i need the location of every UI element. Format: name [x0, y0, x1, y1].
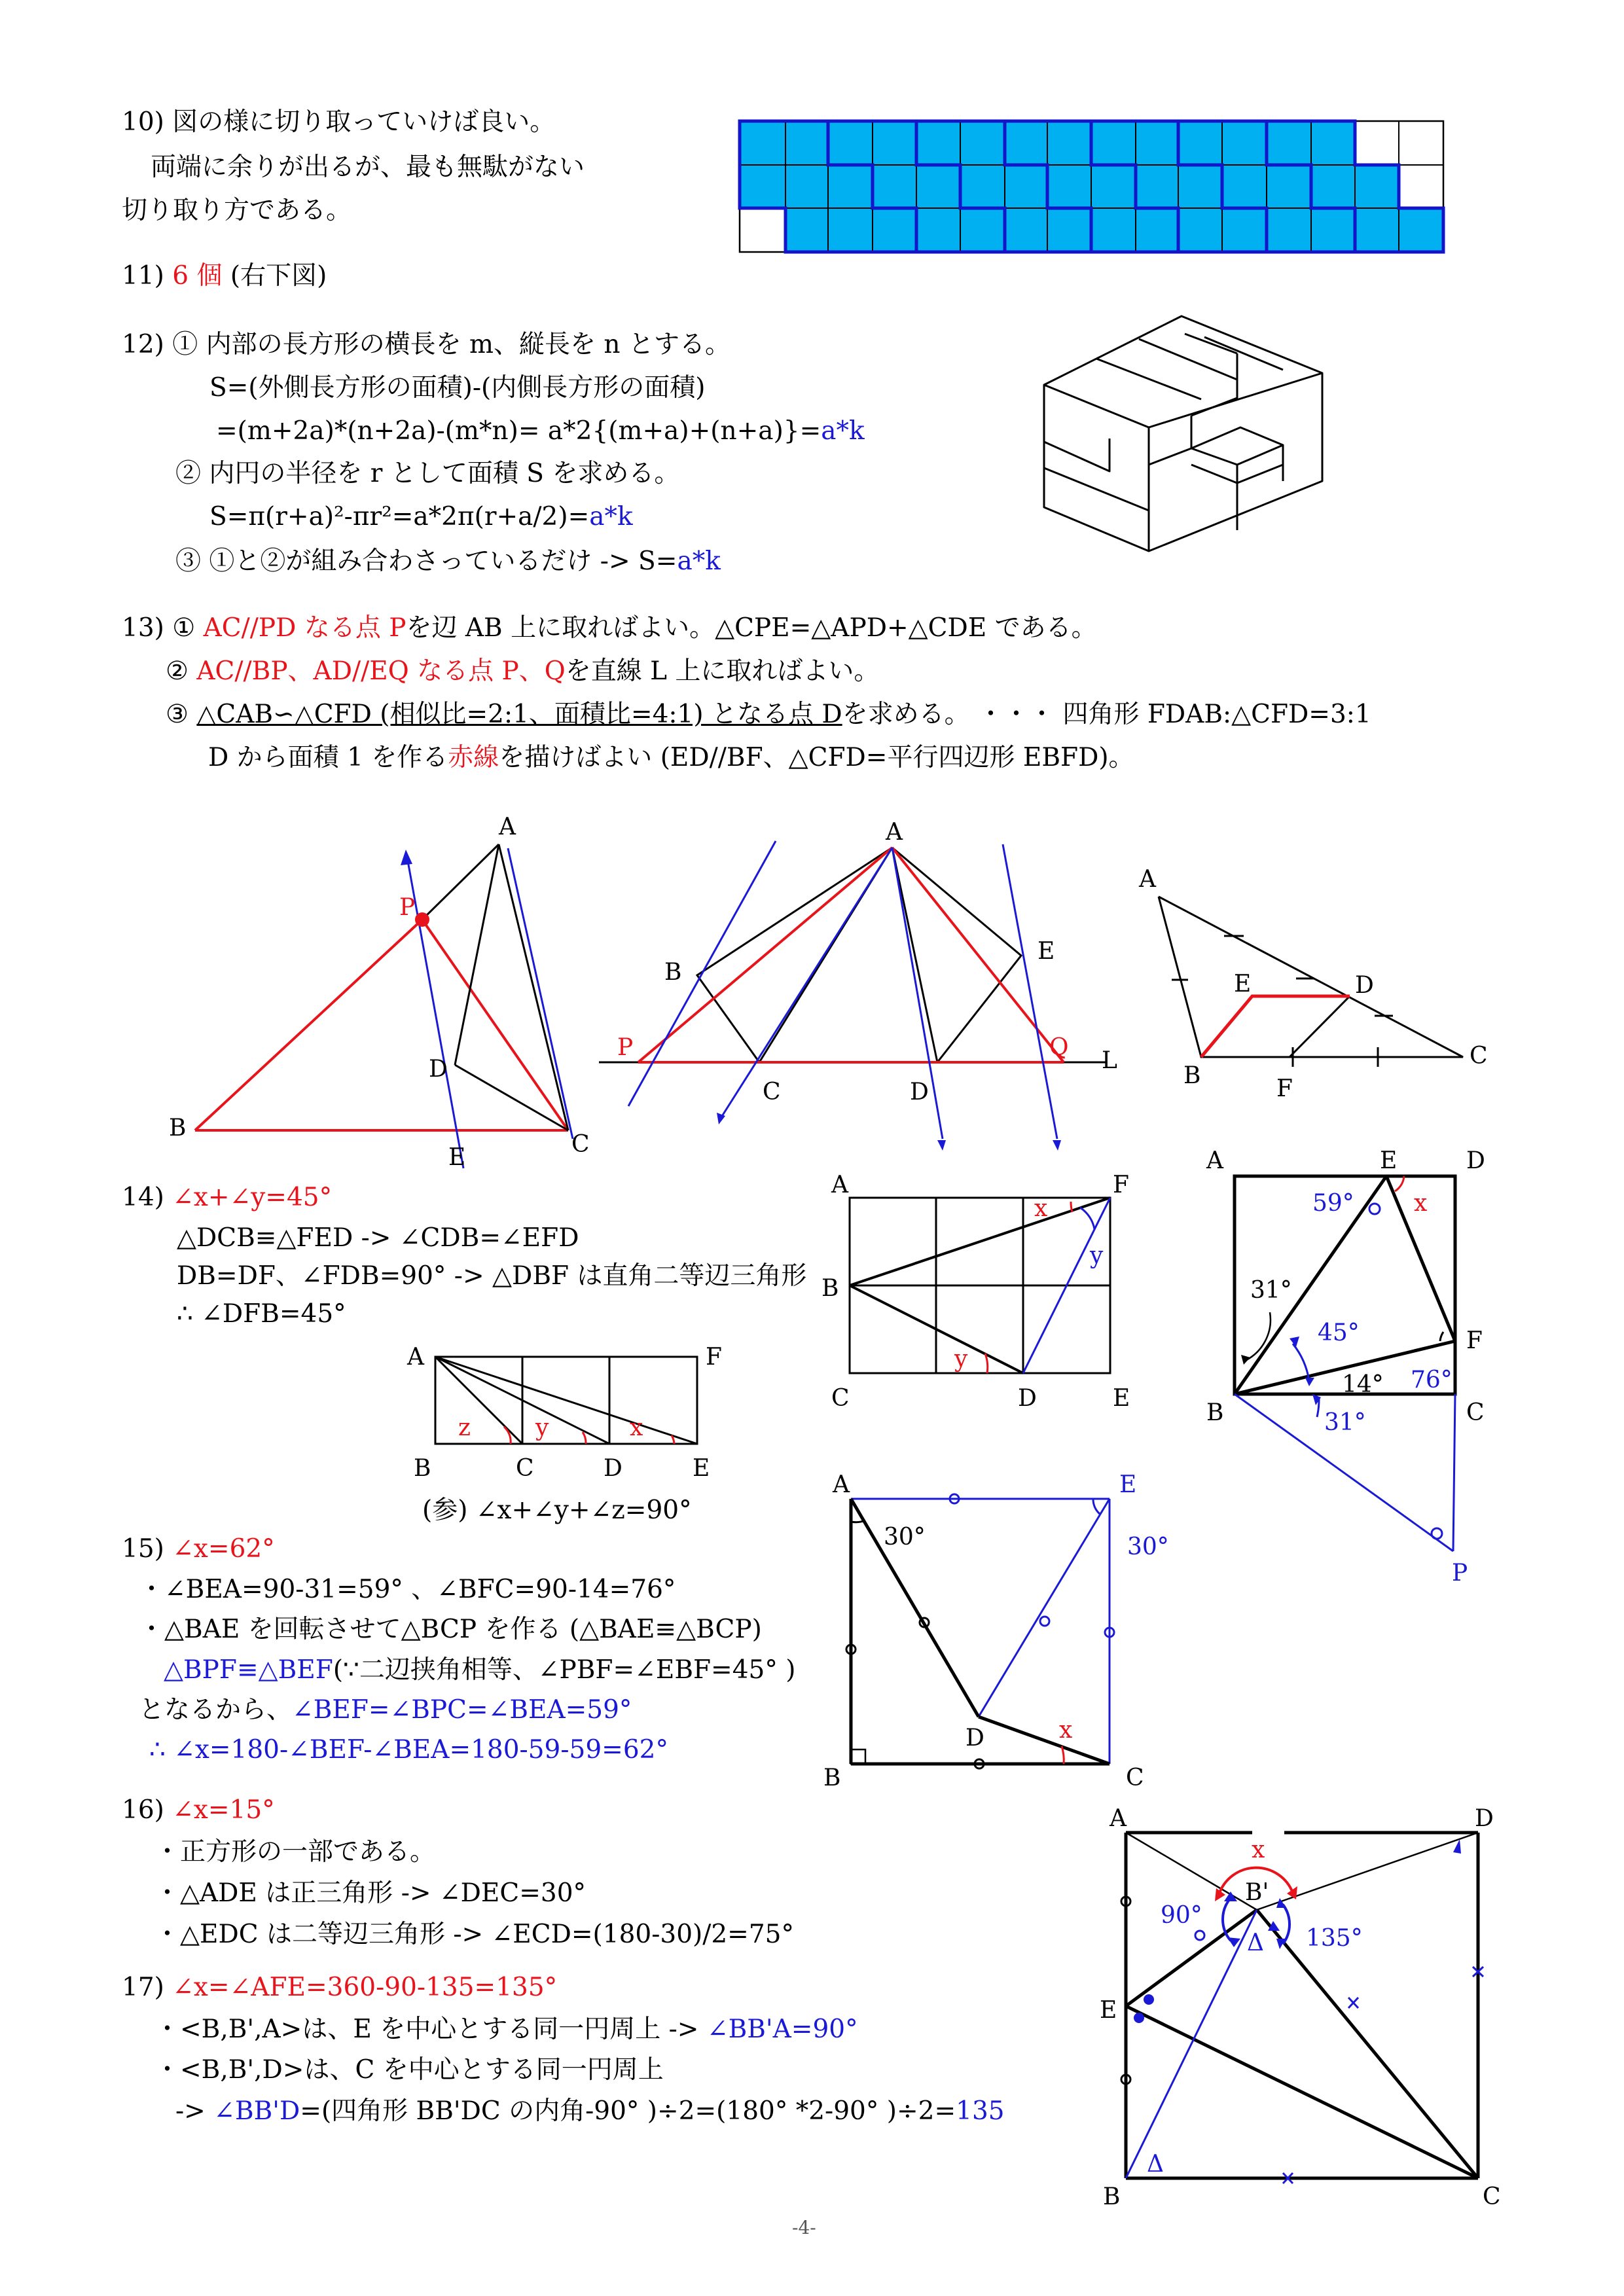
fig13-2-label-L: L — [1102, 1047, 1117, 1074]
fig13-3-label-D: D — [1355, 972, 1374, 999]
p13-line1: 13) ① AC//PD なる点 Pを辺 AB 上に取ればよい。△CPE=△APD+△CDE である。 — [122, 613, 1097, 643]
fig14s-label-z: z — [458, 1414, 471, 1441]
fig16-label-B: B — [823, 1765, 841, 1791]
fig15-label-B: B — [1206, 1399, 1224, 1426]
fig16-angle-30: 30° — [884, 1524, 926, 1551]
fig17-label-B: B — [1103, 2183, 1121, 2210]
fig14-label-E: E — [1113, 1385, 1130, 1412]
p16-line3: ・△EDC は二等辺三角形 -> ∠ECD=(180-30)/2=75° — [154, 1920, 794, 1949]
page-number: -4- — [792, 2217, 816, 2238]
fig16-angle-30b: 30° — [1127, 1534, 1169, 1560]
fig13-1-label-C: C — [571, 1131, 590, 1158]
fig17-angle-135: 135° — [1306, 1925, 1363, 1952]
p14-line1: △DCB≡△FED -> ∠CDB=∠EFD — [177, 1223, 579, 1253]
fig16-label-D: D — [965, 1725, 984, 1751]
fig13-3-label-C: C — [1470, 1043, 1488, 1069]
p13-line2: ② AC//BP、AD//EQ なる点 P、Qを直線 L 上に取ればよい。 — [166, 656, 880, 686]
p14-ref: (参) ∠x+∠y+∠z=90° — [422, 1496, 692, 1525]
p12-line1: 12) ① 内部の長方形の横長を m、縦長を n とする。 — [122, 330, 731, 359]
fig15-label-A: A — [1206, 1147, 1223, 1174]
p17-line2: ・<B,B',D>は、C を中心とする同一円周上 — [154, 2055, 664, 2085]
fig15-label-E: E — [1380, 1147, 1398, 1174]
fig14s-label-y: y — [535, 1414, 549, 1441]
p10-line1: 10) 図の様に切り取っていけば良い。 — [122, 107, 556, 137]
p13-line3: ③ △CAB∽△CFD (相似比=2:1、面積比=4:1) となる点 Dを求める。 ・・・ 四角形 FDAB:△CFD=3:1 — [166, 700, 1371, 729]
fig14s-label-x: x — [630, 1414, 643, 1441]
fig16-label-x: x — [1059, 1717, 1073, 1744]
fig16-label-C: C — [1126, 1765, 1144, 1791]
fig17-delta-top: Δ — [1247, 1929, 1264, 1956]
fig14s-label-F: F — [706, 1344, 722, 1371]
p17-line0: 17) ∠x=∠AFE=360-90-135=135° — [122, 1973, 558, 2002]
fig17-label-C: C — [1483, 2183, 1501, 2210]
fig17-label-A: A — [1110, 1805, 1127, 1832]
p11-line: 11) 6 個 (右下図) — [122, 261, 327, 291]
fig13-3-label-B: B — [1183, 1062, 1201, 1089]
fig15-label-C: C — [1466, 1399, 1485, 1426]
fig14-label-D: D — [1018, 1385, 1037, 1412]
fig13-2-label-P: P — [617, 1034, 634, 1061]
p10-line3: 切り取り方である。 — [122, 196, 352, 225]
fig16-label-E: E — [1119, 1471, 1137, 1498]
fig15-label-D: D — [1466, 1147, 1485, 1174]
p13-line4: D から面積 1 を作る赤線を描けばよい (ED//BF、△CFD=平行四辺形 EBFD)。 — [208, 743, 1134, 772]
fig15-label-F: F — [1466, 1327, 1483, 1354]
fig14-label-A: A — [831, 1172, 848, 1198]
fig15-angle-31: 31° — [1250, 1277, 1292, 1304]
fig13-2-label-Q: Q — [1049, 1034, 1069, 1061]
fig13-3-label-A: A — [1139, 866, 1156, 893]
p15-line0: 15) ∠x=62° — [122, 1534, 275, 1564]
fig13-1-label-P: P — [399, 894, 416, 921]
fig13-1-label-A: A — [499, 814, 516, 840]
fig15-angle-14: 14° — [1342, 1371, 1384, 1398]
p16-line2: ・△ADE は正三角形 -> ∠DEC=30° — [154, 1878, 586, 1908]
p15-line5: ∴ ∠x=180-∠BEF-∠BEA=180-59-59=62° — [149, 1735, 668, 1765]
fig15-angle-31b: 31° — [1324, 1409, 1366, 1436]
fig13-2-label-A: A — [886, 819, 903, 846]
fig13-1-label-E: E — [448, 1144, 466, 1171]
fig13-2-label-B: B — [664, 959, 682, 986]
fig15-label-x: x — [1414, 1190, 1428, 1217]
fig14s-label-D: D — [604, 1455, 623, 1482]
fig14s-label-C: C — [516, 1455, 534, 1482]
fig17-label-Bp: B' — [1245, 1879, 1269, 1906]
fig14-label-B: B — [821, 1275, 839, 1302]
p12-line6: ③ ①と②が組み合わさっているだけ -> S=a*k — [175, 547, 721, 576]
p17-line1: ・<B,B',A>は、E を中心とする同一円周上 -> ∠BB'A=90° — [154, 2015, 858, 2044]
p16-line0: 16) ∠x=15° — [122, 1795, 275, 1825]
fig15-label-P: P — [1452, 1560, 1468, 1587]
fig14-label-x: x — [1034, 1195, 1048, 1222]
fig17-angle-90: 90° — [1161, 1902, 1202, 1929]
fig13-2-label-C: C — [763, 1079, 781, 1105]
fig15-angle-45: 45° — [1318, 1319, 1360, 1346]
fig17-delta-bottom: Δ — [1147, 2151, 1164, 2178]
p14-line3: ∴ ∠DFB=45° — [177, 1299, 346, 1329]
p12-line5: S=π(r+a)²-πr²=a*2π(r+a/2)=a*k — [209, 502, 633, 531]
fig14-label-F: F — [1113, 1172, 1129, 1198]
p10-line2: 両端に余りが出るが、最も無駄がない — [151, 152, 585, 182]
fig16-label-A: A — [833, 1471, 850, 1498]
p17-line3: -> ∠BB'D=(四角形 BB'DC の内角-90° )÷2=(180° *2-90° )÷2=135 — [175, 2096, 1005, 2126]
p14-line0: 14) ∠x+∠y=45° — [122, 1183, 333, 1212]
fig13-2-label-E: E — [1038, 938, 1055, 965]
p14-line2: DB=DF、∠FDB=90° -> △DBF は直角二等辺三角形 — [177, 1261, 807, 1291]
fig13-3-label-E: E — [1234, 971, 1252, 997]
fig13-3-label-F: F — [1276, 1075, 1293, 1102]
fig15-angle-76: 76° — [1411, 1367, 1453, 1393]
p12-line3: =(m+2a)*(n+2a)-(m*n)= a*2{(m+a)+(n+a)}=a*k — [216, 416, 865, 446]
fig14s-label-A: A — [407, 1344, 424, 1371]
fig17-label-x: x — [1252, 1837, 1265, 1863]
fig14-label-C: C — [831, 1385, 850, 1412]
fig15-angle-59: 59° — [1312, 1190, 1354, 1217]
fig14s-label-B: B — [414, 1455, 431, 1482]
fig13-1-label-D: D — [429, 1056, 448, 1083]
p15-line3: △BPF≡△BEF(∵二辺挟角相等、∠PBF=∠EBF=45° ) — [164, 1655, 796, 1685]
fig14-label-y-blue: y — [1090, 1242, 1104, 1269]
p12-line2: S=(外側長方形の面積)-(内側長方形の面積) — [209, 373, 706, 403]
fig13-2-label-D: D — [910, 1079, 929, 1105]
p16-line1: ・正方形の一部である。 — [154, 1837, 436, 1867]
p15-line1: ・∠BEA=90-31=59° 、∠BFC=90-14=76° — [139, 1575, 676, 1604]
p12-line4: ② 内円の半径を r として面積 S を求める。 — [175, 459, 680, 488]
p15-line2: ・△BAE を回転させて△BCP を作る (△BAE≡△BCP) — [139, 1615, 762, 1644]
fig14-label-y: y — [954, 1346, 968, 1372]
fig17-label-D: D — [1475, 1805, 1494, 1832]
fig17-label-E: E — [1100, 1997, 1117, 2024]
p15-line4: となるから、∠BEF=∠BPC=∠BEA=59° — [139, 1695, 632, 1725]
fig13-1-label-B: B — [169, 1115, 187, 1141]
fig14s-label-E: E — [693, 1455, 710, 1482]
